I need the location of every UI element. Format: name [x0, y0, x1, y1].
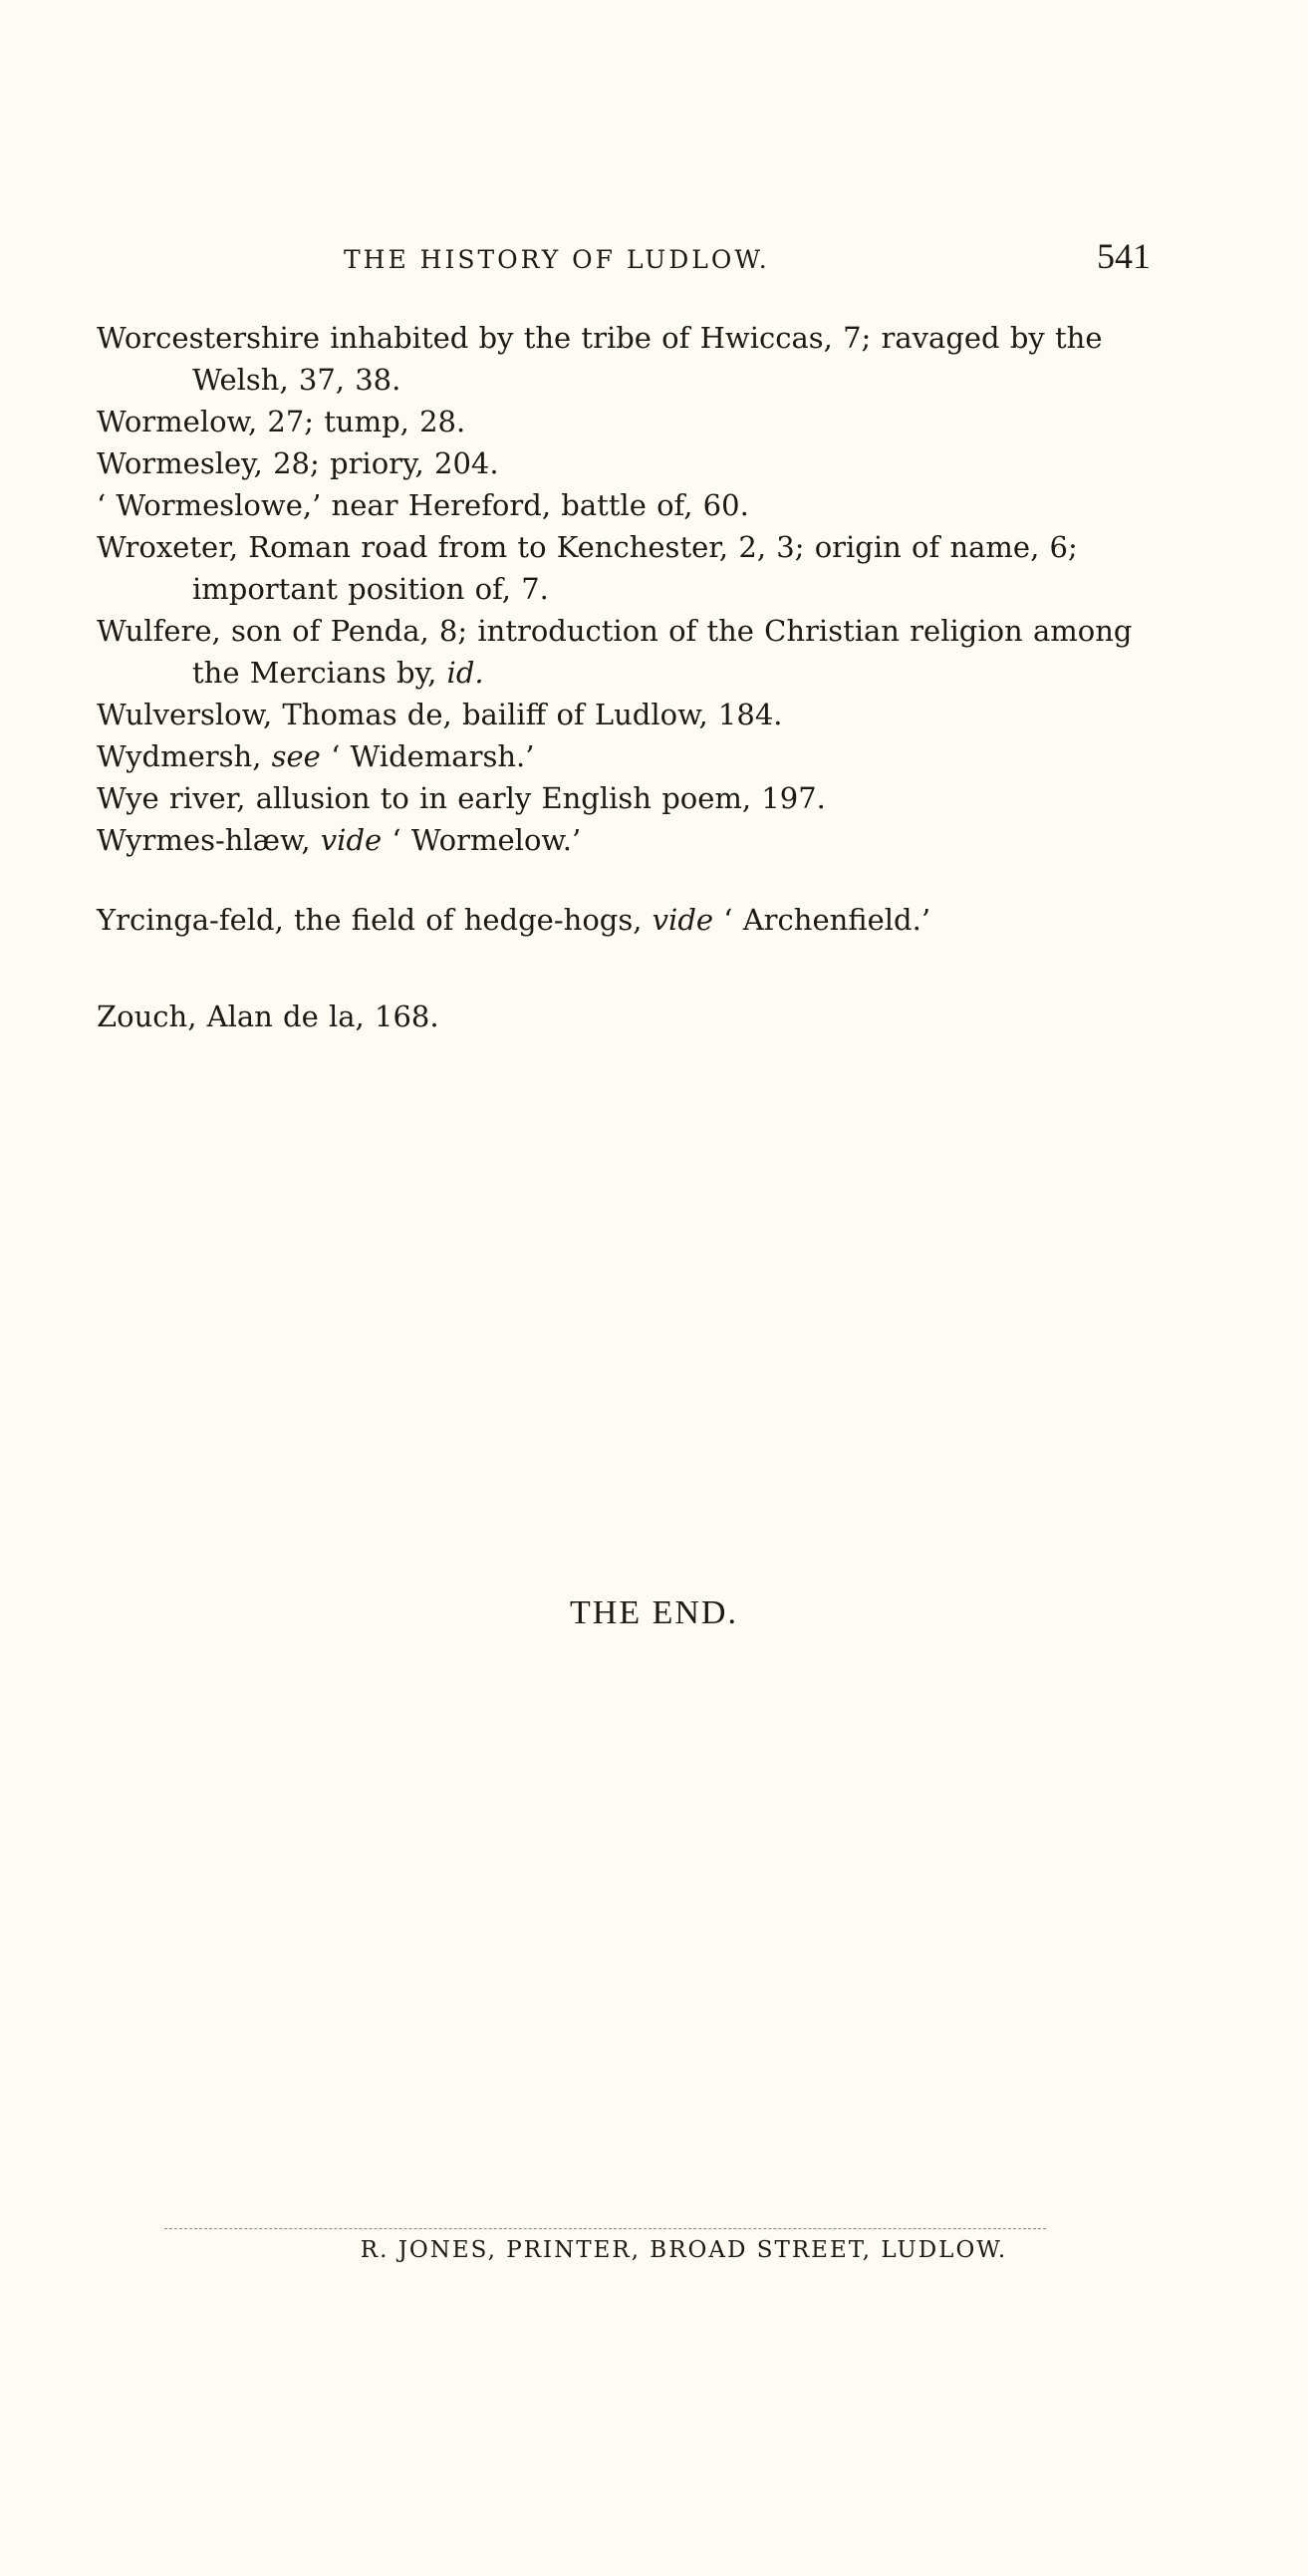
the-end-heading: THE END. — [570, 1594, 738, 1631]
index-entry-text: vide — [320, 823, 383, 857]
page-number: 541 — [1097, 236, 1151, 276]
index-entry-text: ‘ Widemarsh.’ — [320, 739, 535, 773]
index-entry-text: Wye river, allusion to in early English poem, 197. — [97, 781, 826, 815]
index-entry-wroxeter — [97, 526, 1173, 610]
index-entry-text: Zouch, Alan de la, 168. — [97, 1000, 439, 1033]
index-entry-text: Wormesley, 28; priory, 204. — [97, 446, 499, 480]
index-entry-text: vide — [652, 903, 714, 937]
index-entry-text: Wulverslow, Thomas de, bailiff of Ludlow, 184. — [97, 698, 783, 731]
index-entry-text: Worcestershire inhabited by the tribe of Hwiccas, 7; ravaged by the Welsh, 37, 38. — [97, 321, 1103, 397]
index-entry-zouch — [97, 996, 1173, 1037]
index-entry-yrcinga-feld — [97, 899, 1173, 941]
index-entry-text: Yrcinga-feld, the field of hedge-hogs, — [97, 903, 653, 937]
index-entry-text: Wormelow, 27; tump, 28. — [97, 405, 466, 438]
index-entry-text: Wyrmes-hlæw, — [97, 823, 321, 857]
index-entry-wydmersh — [97, 735, 1173, 777]
index-entry-text: Wulfere, son of Penda, 8; introduction of the Christian religion among the Mercians by, — [97, 614, 1133, 690]
index-entry-wyrmes-hlaew — [97, 819, 1173, 861]
index-entry-wye-river — [97, 777, 1173, 819]
index-entry-text: ‘ Wormelow.’ — [382, 823, 582, 857]
index-entry-text: Wroxeter, Roman road from to Kenchester, 2, 3; origin of name, 6; important position of, 7. — [97, 530, 1078, 606]
printer-colophon: R. JONES, PRINTER, BROAD STREET, LUDLOW. — [360, 2237, 1008, 2263]
page-header — [344, 235, 1151, 285]
index-list — [97, 317, 1173, 1037]
index-entry-wulfere — [97, 610, 1173, 694]
index-entry-worcestershire — [97, 317, 1173, 401]
index-entry-wulverslow — [97, 694, 1173, 735]
index-entry-wormesley — [97, 442, 1173, 484]
index-entry-text: Wydmersh, — [97, 739, 272, 773]
index-entry-text: ‘ Archenfield.’ — [713, 903, 931, 937]
running-head: THE HISTORY OF LUDLOW. — [344, 245, 770, 274]
index-entry-text: id. — [446, 656, 484, 690]
colophon-rule — [164, 2228, 1046, 2229]
index-entry-wormelow — [97, 401, 1173, 442]
index-entry-text: see — [271, 739, 321, 773]
index-entry-text: ‘ Wormeslowe,’ near Hereford, battle of, 60. — [97, 488, 749, 522]
index-entry-wormeslowe — [97, 484, 1173, 526]
